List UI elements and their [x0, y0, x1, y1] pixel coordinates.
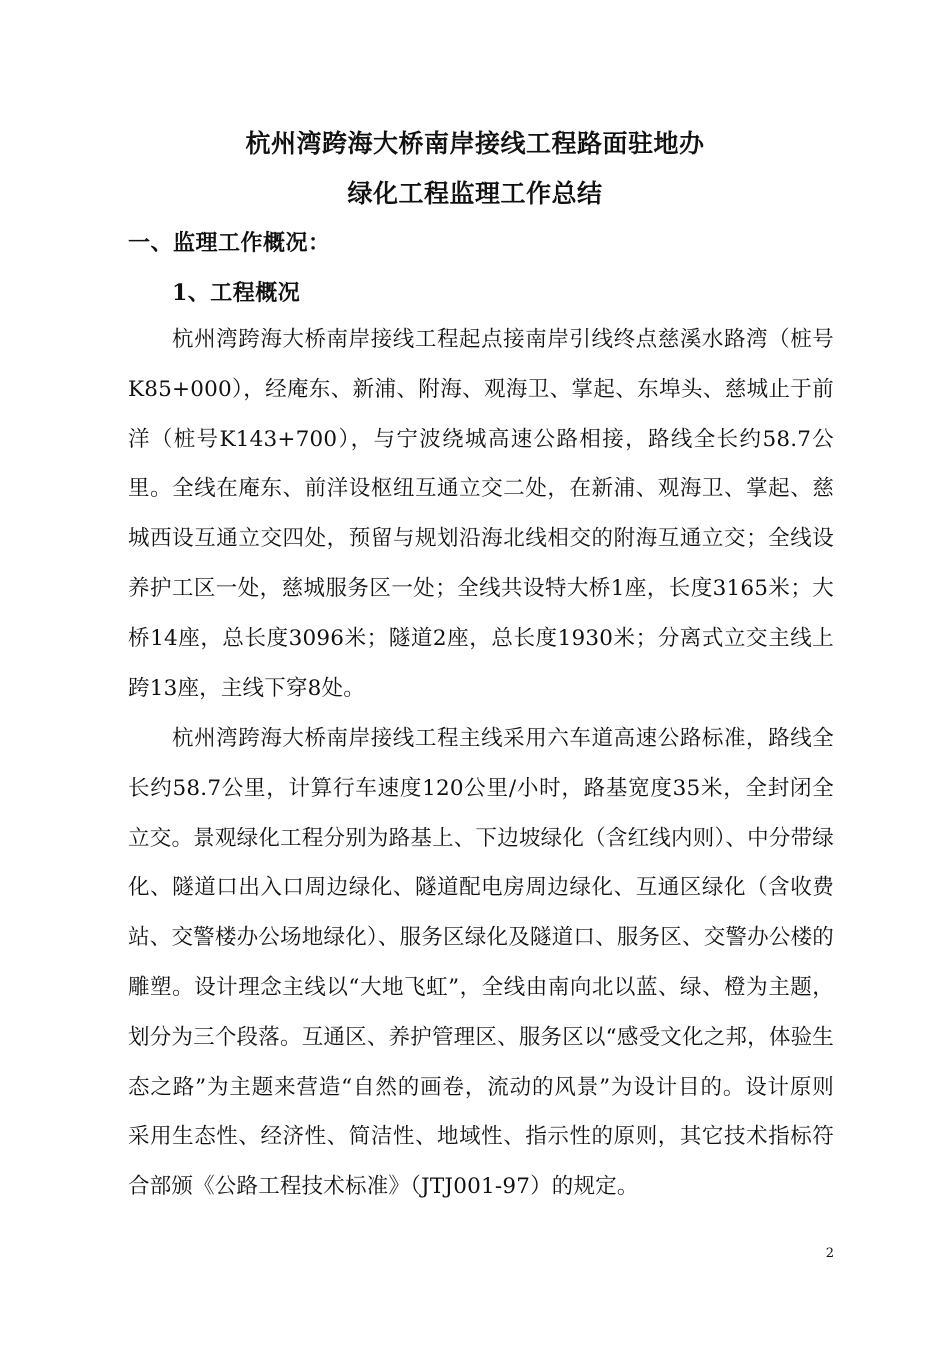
section-heading: 一、监理工作概况： [128, 230, 331, 256]
paragraph-overview-1: 杭州湾跨海大桥南岸接线工程起点接南岸引线终点慈溪水路湾（桩号K85+000），经庵东、新浦、附海、观海卫、掌起、东埠头、慈城止于前洋（桩号K143+700），与宁波绕城高速公路相接，路线全长约58.7公里。全线在庵东、前洋设枢纽互通立交二处，在新浦、观海卫、掌起、慈城西设互通立交四处，预留与规划沿海北线相交的附海互通立交；全线设养护工区一处，慈城服务区一处；全线共设特大桥1座，长度3165米；大桥14座，总长度3096米；隧道2座，总长度1930米；分离式立交主线上跨13座，主线下穿8处。 [128, 327, 834, 701]
subsection-heading: 1、工程概况 [172, 280, 301, 306]
document-title-line1: 杭州湾跨海大桥南岸接线工程路面驻地办 [245, 129, 705, 158]
page-number: 2 [825, 1246, 834, 1261]
document-title-line2: 绿化工程监理工作总结 [347, 179, 603, 208]
paragraph-overview-2: 杭州湾跨海大桥南岸接线工程主线采用六车道高速公路标准，路线全长约58.7公里，计算行车速度120公里/小时，路基宽度35米，全封闭全立交。景观绿化工程分别为路基上、下边坡绿化（含红线内则）、中分带绿化、隧道口出入口周边绿化、隧道配电房周边绿化、互通区绿化（含收费站、交警楼办公场地绿化）、服务区绿化及隧道口、服务区、交警办公楼的雕塑。设计理念主线以“大地飞虹”，全线由南向北以蓝、绿、橙为主题，划分为三个段落。互通区、养护管理区、服务区以“感受文化之邦，体验生态之路”为主题来营造“自然的画卷，流动的风景”为设计目的。设计原则采用生态性、经济性、简洁性、地域性、指示性的原则，其它技术指标符合部颁《公路工程技术标准》（JTJ001-97）的规定。 [128, 726, 834, 1200]
